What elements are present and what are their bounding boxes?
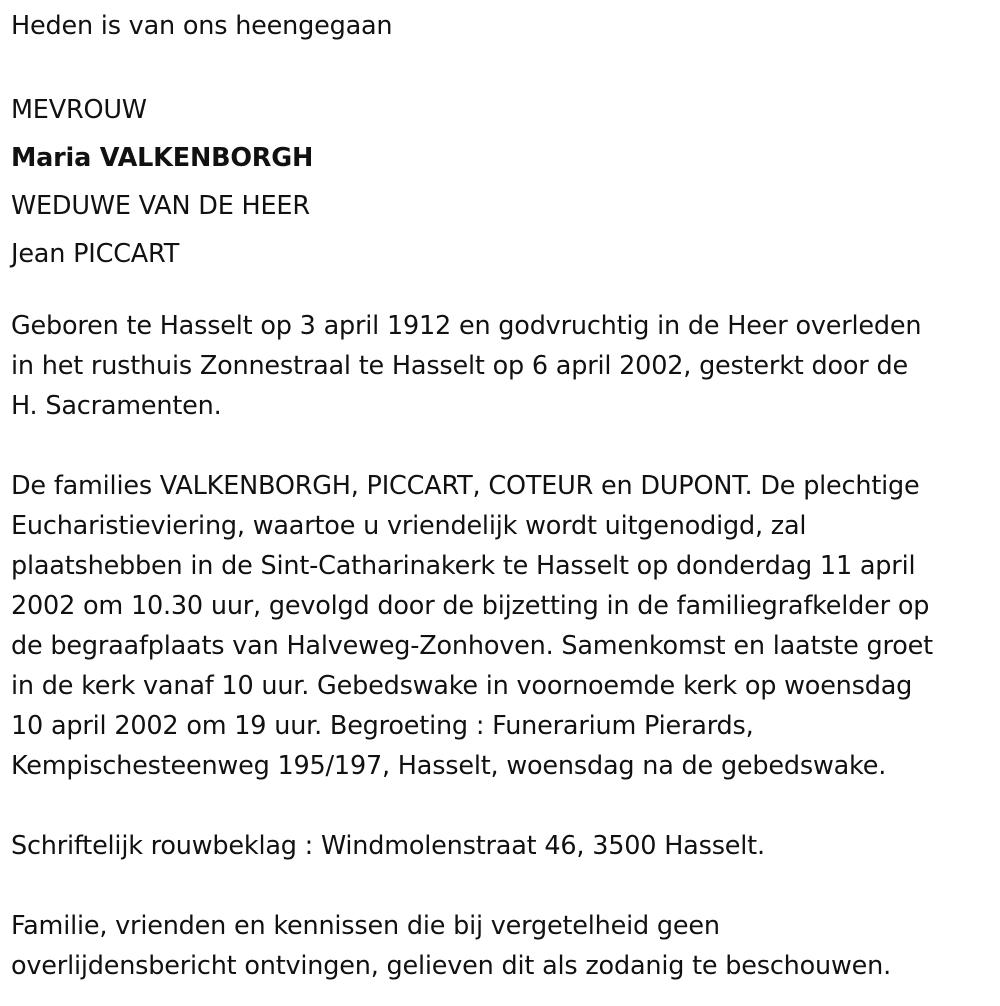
paragraph-line: Geboren te Hasselt op 3 april 1912 en godvruchtig in de Heer overleden [11,311,922,341]
paragraph-line: de begraafplaats van Halveweg-Zonhoven. Samenkomst en laatste groet [11,631,933,661]
spacer [11,866,991,906]
spacer [11,46,991,86]
paragraph-line: in de kerk vanaf 10 uur. Gebedswake in voornoemde kerk op woensdag [11,671,913,701]
paragraph-line: 10 april 2002 om 19 uur. Begroeting : Funerarium Pierards, [11,711,754,741]
intro-line: Heden is van ons heengegaan [11,11,393,41]
paragraph-line: Eucharistieviering, waartoe u vriendelijk wordt uitgenodigd, zal [11,511,807,541]
spouse-name: Jean PICCART [11,239,180,269]
paragraph-line: Familie, vrienden en kennissen die bij vergetelheid geen [11,911,720,941]
paragraph-line: plaatshebben in de Sint-Catharinakerk te Hasselt op donderdag 11 april [11,551,916,581]
spacer [11,426,991,466]
title-prefix: MEVROUW [11,95,147,125]
birth-death-paragraph [11,306,991,426]
closing-paragraph [11,906,991,986]
paragraph-line: in het rusthuis Zonnestraal te Hasselt op 6 april 2002, gesterkt door de [11,351,908,381]
deceased-block [11,86,991,278]
spacer [11,786,991,826]
ceremony-paragraph [11,466,991,786]
paragraph-line: 2002 om 10.30 uur, gevolgd door de bijzetting in de familiegrafkelder op [11,591,930,621]
paragraph-line: De families VALKENBORGH, PICCART, COTEUR en DUPONT. De plechtige [11,471,920,501]
paragraph-line: Kempischesteenweg 195/197, Hasselt, woensdag na de gebedswake. [11,751,887,781]
paragraph-line: H. Sacramenten. [11,391,222,421]
obituary-notice [11,6,991,986]
paragraph-line: overlijdensbericht ontvingen, gelieven dit als zodanig te beschouwen. [11,951,892,981]
relation-line: WEDUWE VAN DE HEER [11,191,310,221]
spacer [11,278,991,306]
deceased-name: Maria VALKENBORGH [11,143,314,173]
condolence-address: Schriftelijk rouwbeklag : Windmolenstraat 46, 3500 Hasselt. [11,831,765,861]
